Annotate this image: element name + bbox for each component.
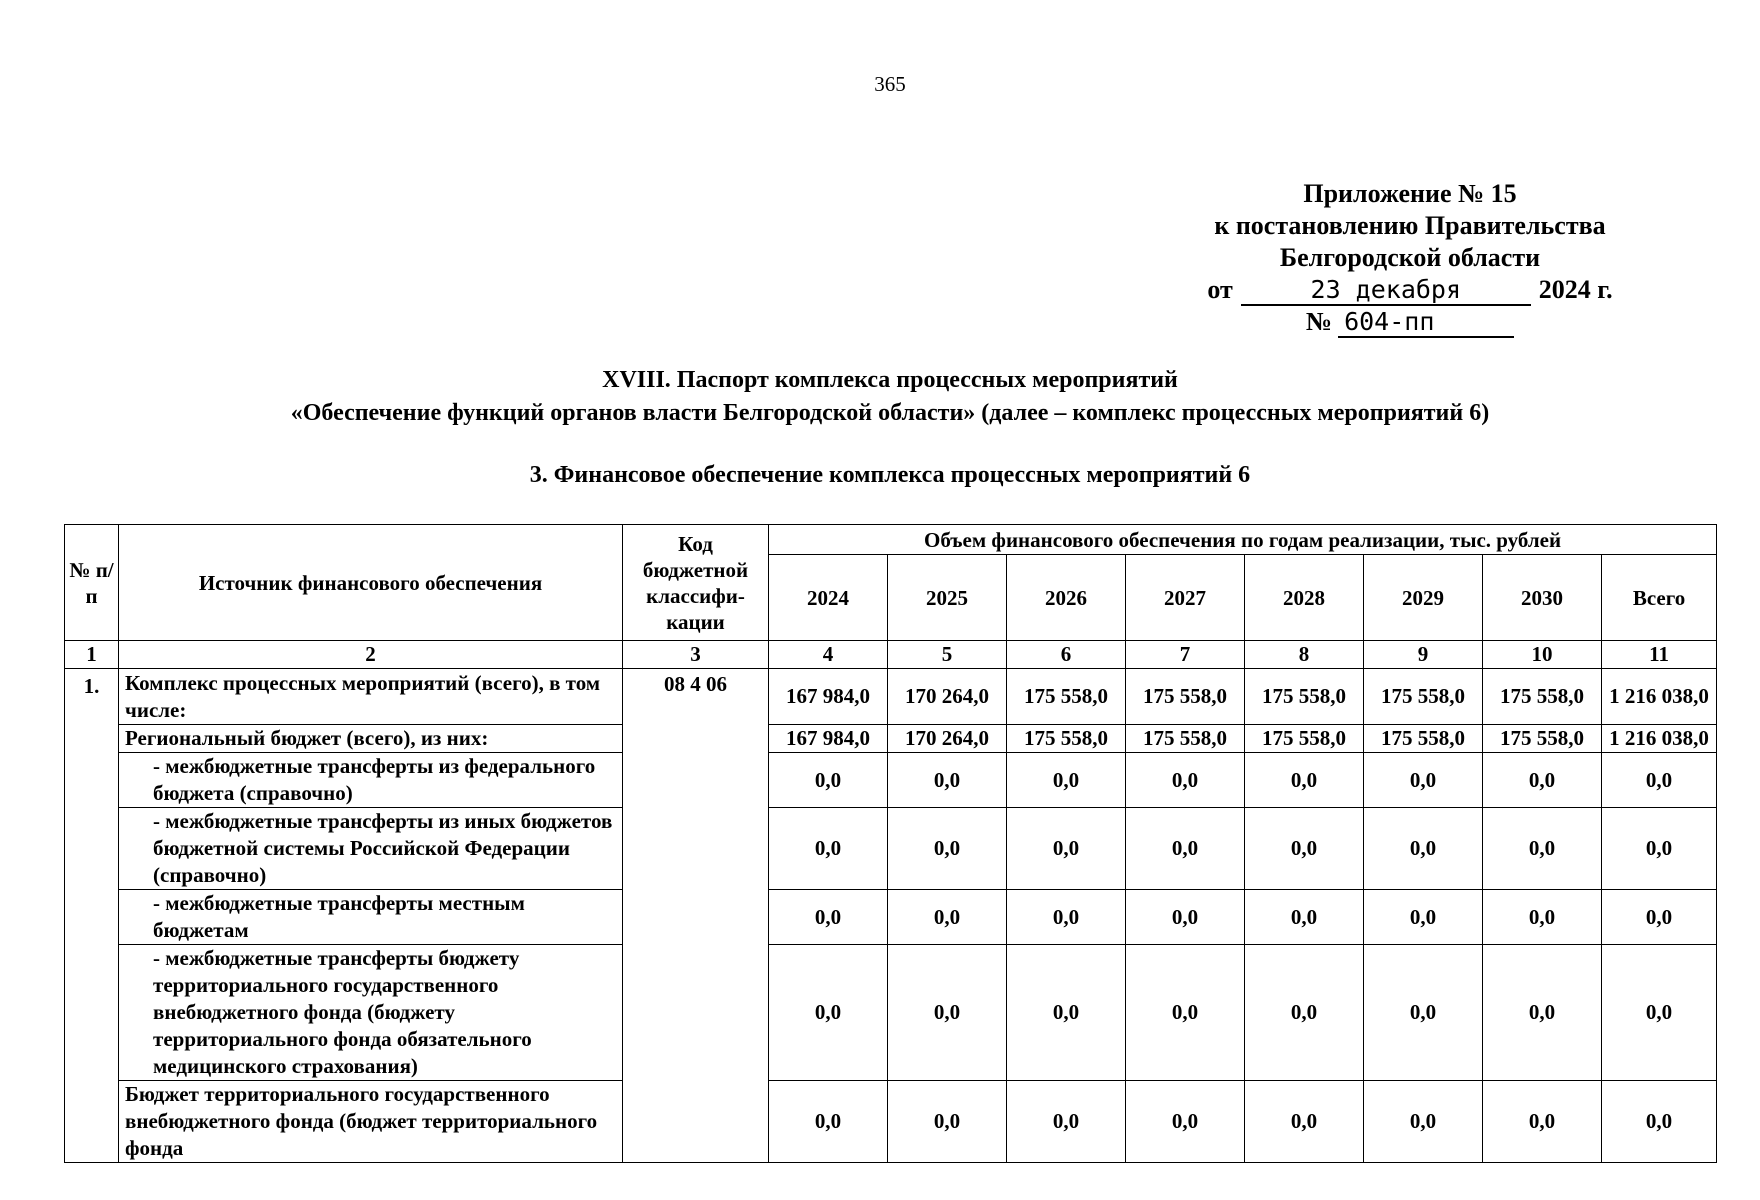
value-cell: 0,0: [769, 753, 888, 808]
value-cell: 0,0: [1007, 808, 1126, 890]
value-cell: 0,0: [769, 890, 888, 945]
value-cell: 0,0: [769, 945, 888, 1081]
value-cell: 175 558,0: [1245, 725, 1364, 753]
header-year-7: Всего: [1602, 555, 1717, 641]
value-cell: 0,0: [1007, 945, 1126, 1081]
value-cell: 1 216 038,0: [1602, 725, 1717, 753]
header-year-0: 2024: [769, 555, 888, 641]
column-number-7: 8: [1245, 641, 1364, 669]
header-year-5: 2029: [1364, 555, 1483, 641]
value-cell: 0,0: [1007, 1081, 1126, 1163]
header-code: Код бюджетной классифи-кации: [623, 525, 769, 641]
source-cell: - межбюджетные трансферты местным бюджетам: [119, 890, 623, 945]
value-cell: 0,0: [1126, 945, 1245, 1081]
value-cell: 0,0: [1245, 1081, 1364, 1163]
table-row: [65, 945, 1717, 1081]
value-cell: 175 558,0: [1126, 725, 1245, 753]
value-cell: 0,0: [1602, 1081, 1717, 1163]
appendix-number-line: [1150, 306, 1670, 338]
value-cell: 167 984,0: [769, 725, 888, 753]
value-cell: 0,0: [1364, 808, 1483, 890]
appendix-date-line: [1150, 274, 1670, 306]
section-title: 3. Финансовое обеспечение комплекса процессных мероприятий 6: [529, 462, 1251, 488]
column-number-0: 1: [65, 641, 119, 669]
source-cell: Региональный бюджет (всего), из них:: [119, 725, 623, 753]
value-cell: 167 984,0: [769, 669, 888, 725]
source-cell: - межбюджетные трансферты из иных бюджетов бюджетной системы Российской Федерации (справочно): [119, 808, 623, 890]
value-cell: 0,0: [888, 945, 1007, 1081]
value-cell: 0,0: [1602, 808, 1717, 890]
value-cell: 175 558,0: [1007, 669, 1126, 725]
value-cell: 0,0: [1483, 890, 1602, 945]
table-row: [65, 890, 1717, 945]
value-cell: 0,0: [888, 1081, 1007, 1163]
financing-table: [64, 524, 1717, 1163]
value-cell: 170 264,0: [888, 669, 1007, 725]
value-cell: 0,0: [1483, 753, 1602, 808]
column-number-3: 4: [769, 641, 888, 669]
appendix-title: Приложение № 15: [1303, 179, 1517, 208]
value-cell: 175 558,0: [1483, 669, 1602, 725]
value-cell: 175 558,0: [1007, 725, 1126, 753]
value-cell: 0,0: [1364, 890, 1483, 945]
header-year-3: 2027: [1126, 555, 1245, 641]
header-year-1: 2025: [888, 555, 1007, 641]
value-cell: 0,0: [1483, 945, 1602, 1081]
column-number-2: 3: [623, 641, 769, 669]
value-cell: 0,0: [1126, 753, 1245, 808]
budget-code-cell: 08 4 06: [623, 669, 769, 1163]
value-cell: 170 264,0: [888, 725, 1007, 753]
column-number-1: 2: [119, 641, 623, 669]
value-cell: 175 558,0: [1126, 669, 1245, 725]
column-number-6: 7: [1126, 641, 1245, 669]
value-cell: 0,0: [1007, 753, 1126, 808]
row-number: 1.: [65, 669, 119, 1163]
appendix-block: [1150, 178, 1670, 338]
value-cell: 0,0: [1602, 753, 1717, 808]
page-number: 365: [874, 72, 906, 96]
header-volume: Объем финансового обеспечения по годам реализации, тыс. рублей: [769, 525, 1717, 555]
appendix-decree-line: к постановлению Правительства: [1214, 211, 1606, 240]
table-row: [65, 669, 1717, 725]
value-cell: 0,0: [1126, 808, 1245, 890]
value-cell: 0,0: [1245, 753, 1364, 808]
value-cell: 0,0: [1483, 808, 1602, 890]
source-cell: - межбюджетные трансферты из федерального бюджета (справочно): [119, 753, 623, 808]
handwritten-number: 604-пп: [1338, 308, 1514, 338]
value-cell: 0,0: [1245, 945, 1364, 1081]
column-number-4: 5: [888, 641, 1007, 669]
source-cell: Комплекс процессных мероприятий (всего), в том числе:: [119, 669, 623, 725]
value-cell: 0,0: [1364, 945, 1483, 1081]
from-label: от: [1207, 275, 1233, 304]
value-cell: 0,0: [1602, 890, 1717, 945]
value-cell: 0,0: [1245, 808, 1364, 890]
value-cell: 0,0: [1602, 945, 1717, 1081]
value-cell: 0,0: [888, 753, 1007, 808]
value-cell: 1 216 038,0: [1602, 669, 1717, 725]
value-cell: 0,0: [1364, 1081, 1483, 1163]
column-number-10: 11: [1602, 641, 1717, 669]
table-row: [65, 725, 1717, 753]
number-label: №: [1305, 307, 1333, 336]
column-number-8: 9: [1364, 641, 1483, 669]
header-year-6: 2030: [1483, 555, 1602, 641]
header-row-top: [65, 525, 1717, 555]
value-cell: 0,0: [1245, 890, 1364, 945]
header-year-2: 2026: [1007, 555, 1126, 641]
value-cell: 175 558,0: [1483, 725, 1602, 753]
header-num: № п/п: [65, 525, 119, 641]
header-source: Источник финансового обеспечения: [119, 525, 623, 641]
handwritten-date: 23 декабря: [1241, 276, 1531, 306]
value-cell: 0,0: [1126, 890, 1245, 945]
value-cell: 0,0: [1007, 890, 1126, 945]
table-row: [65, 1081, 1717, 1163]
value-cell: 0,0: [888, 890, 1007, 945]
column-numbers-row: [65, 641, 1717, 669]
value-cell: 175 558,0: [1364, 669, 1483, 725]
header-year-4: 2028: [1245, 555, 1364, 641]
value-cell: 175 558,0: [1364, 725, 1483, 753]
value-cell: 0,0: [1364, 753, 1483, 808]
table-row: [65, 808, 1717, 890]
source-cell: Бюджет территориального государственного внебюджетного фонда (бюджет территориального фонда: [119, 1081, 623, 1163]
column-number-5: 6: [1007, 641, 1126, 669]
value-cell: 0,0: [1126, 1081, 1245, 1163]
value-cell: 0,0: [769, 808, 888, 890]
value-cell: 175 558,0: [1245, 669, 1364, 725]
value-cell: 0,0: [888, 808, 1007, 890]
column-number-9: 10: [1483, 641, 1602, 669]
year-label: 2024 г.: [1538, 275, 1613, 304]
appendix-region-line: Белгородской области: [1279, 243, 1541, 272]
value-cell: 0,0: [769, 1081, 888, 1163]
source-cell: - межбюджетные трансферты бюджету территориального государственного внебюджетного фонда (бюджету территориального фонда обязательного медицинского страхования): [119, 945, 623, 1081]
value-cell: 0,0: [1483, 1081, 1602, 1163]
passport-subtitle: «Обеспечение функций органов власти Белгородской области» (далее – комплекс процессных мероприятий 6): [290, 400, 1490, 426]
passport-title: XVIII. Паспорт комплекса процессных мероприятий: [602, 367, 1178, 393]
table-row: [65, 753, 1717, 808]
